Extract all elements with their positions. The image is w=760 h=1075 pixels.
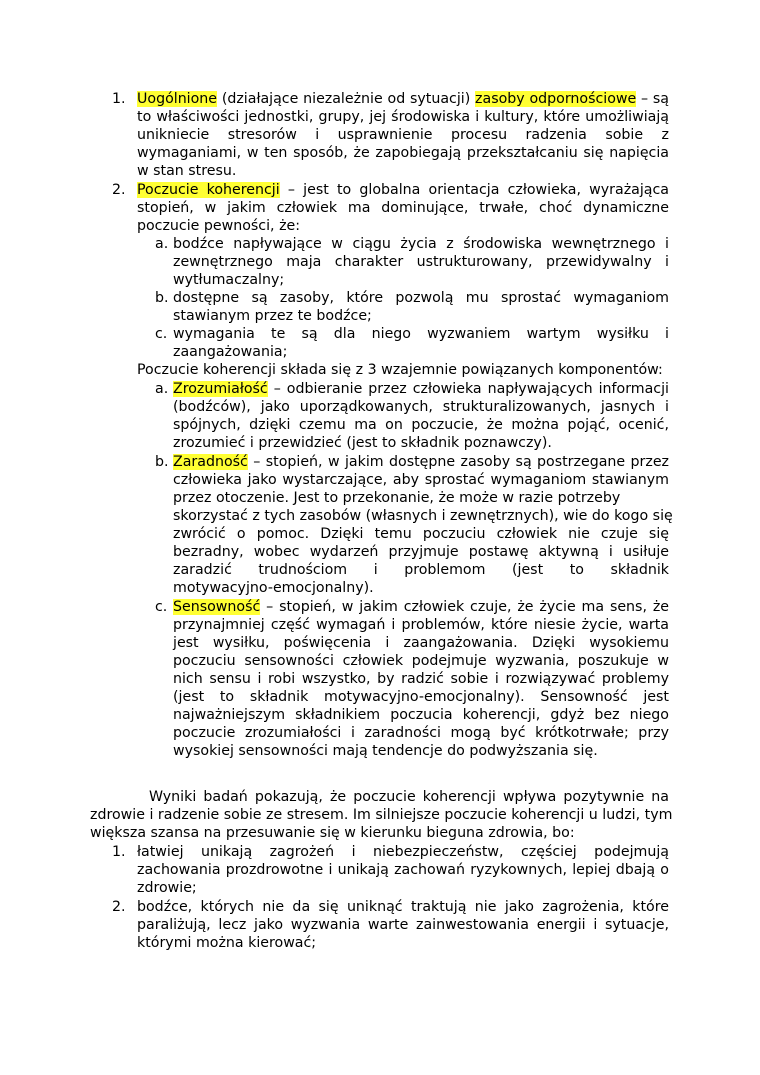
comp-c-line-1 xyxy=(173,598,669,616)
item2-line-2: stopień, w jakim człowiek ma dominujące, trwałe, choć dynamiczne xyxy=(137,200,669,216)
comp-b-line-1 xyxy=(173,453,669,471)
comp-c-line: przynajmniej część wymagań i problemów, które niesie życie, warta xyxy=(173,617,669,633)
list2-line: łatwiej unikają zagrożeń i niebezpieczeństw, częściej podejmują xyxy=(137,844,669,860)
list2-line: bodźce, których nie da się uniknąć traktują nie jako zagrożenia, które xyxy=(137,899,669,915)
list-number: 1. xyxy=(112,844,126,860)
sub-label: a. xyxy=(155,236,169,252)
item2-line-3: poczucie pewności, że: xyxy=(137,218,301,234)
sub-label: c. xyxy=(155,326,168,342)
list2-line: zachowania prozdrowotne i unikają zachowań ryzykownych, lepiej dbają o xyxy=(137,862,669,878)
list2-line: zdrowie; xyxy=(137,880,197,896)
sub-a-line: wytłumaczalny; xyxy=(173,272,285,288)
components-intro: Poczucie koherencji składa się z 3 wzajemnie powiązanych komponentów: xyxy=(137,362,663,378)
text: (działające niezależnie od sytuacji) xyxy=(217,91,476,107)
item1-line-3: unikniecie stresorów i usprawnienie procesu radzenia sobie z xyxy=(137,127,669,143)
comp-a-line: spójnych, dzięki czemu ma on poczucie, że można pojąć, ocenić, xyxy=(173,417,669,433)
comp-c-line: najważniejszym składnikiem poczucia koherencji, gdyż bez niego xyxy=(173,707,669,723)
text: – odbieranie przez człowieka napływających informacji xyxy=(267,381,669,397)
comp-b-line: motywacyjno-emocjonalny). xyxy=(173,580,374,596)
sub-c-line: zaangażowania; xyxy=(173,344,288,360)
comp-c-line: jest wysiłku, poświęcenia i zaangażowania. Dzięki wysokiemu xyxy=(173,635,669,651)
sub-a-line: zewnętrznego maja charakter ustrukturowany, przewidywalny i xyxy=(173,254,669,270)
sub-a-line: bodźce napływające w ciągu życia z środowiska wewnętrznego i xyxy=(173,236,669,252)
list-number: 2. xyxy=(112,182,126,198)
text: – stopień, w jakim człowiek czuje, że życie ma sens, że xyxy=(260,599,669,615)
list-number: 1. xyxy=(112,91,126,107)
para-line: zdrowie i radzenie sobie ze stresem. Im silniejsze poczucie koherencji u ludzi, tym xyxy=(90,807,673,823)
highlight-term: Sensowność xyxy=(173,599,261,615)
comp-c-line: poczucie zrozumiałości i zaradności mogą być krótkotrwałe; przy xyxy=(173,725,669,741)
text: – stopień, w jakim dostępne zasoby są postrzegane przez xyxy=(247,454,669,470)
sub-b-line: dostępne są zasoby, które pozwolą mu sprostać wymaganiom xyxy=(173,290,669,306)
sub-label: a. xyxy=(155,381,169,397)
comp-a-line: zrozumieć i przewidzieć (jest to składnik poznawczy). xyxy=(173,435,552,451)
highlight-term: Poczucie koherencji xyxy=(137,182,280,198)
item2-line-1 xyxy=(137,181,669,199)
comp-c-line: nich sensu i robi wszystko, by radzić sobie i rozwiązywać problemy xyxy=(173,671,669,687)
list2-line: paraliżują, lecz jako wyzwania warte zainwestowania energii i sytuacje, xyxy=(137,917,669,933)
comp-c-line: poczuciu sensowności człowiek podejmuje wyzwania, poszukuje w xyxy=(173,653,669,669)
sub-label: b. xyxy=(155,290,169,306)
comp-a-line-1 xyxy=(173,380,669,398)
sub-b-line: stawianym przez te bodźce; xyxy=(173,308,372,324)
comp-a-line: (bodźców), jako uporządkowanych, strukturalizowanych, jasnych i xyxy=(173,399,669,415)
comp-b-line: zwrócić o pomoc. Dzięki temu poczuciu człowiek nie czuje się xyxy=(173,526,669,542)
comp-b-line: bezradny, wobec wydarzeń przyjmuje postawę aktywną i usiłuje xyxy=(173,544,669,560)
highlight-term: Zrozumiałość xyxy=(173,381,268,397)
para-line: większa szansa na przesuwanie się w kierunku bieguna zdrowia, bo: xyxy=(90,825,575,841)
comp-c-line: (jest to składnik motywacyjno-emocjonalny). Sensowność jest xyxy=(173,689,669,705)
comp-b-line: zaradzić trudnościom i problemom (jest to składnik xyxy=(173,562,669,578)
item1-line-4: wymaganiami, w ten sposób, że zapobiegają przekształcaniu się napięcia xyxy=(137,145,669,161)
list-number: 2. xyxy=(112,899,126,915)
highlight-term: zasoby odpornościowe xyxy=(475,91,637,107)
comp-b-line: człowieka jako wystarczające, aby sprostać wymaganiom stawianym xyxy=(173,472,669,488)
comp-c-line: wysokiej sensowności mają tendencje do podwyższania się. xyxy=(173,743,598,759)
list2-line: którymi można kierować; xyxy=(137,935,317,951)
comp-b-line: skorzystać z tych zasobów (własnych i zewnętrznych), wie do kogo się xyxy=(173,508,673,524)
sub-label: c. xyxy=(155,599,168,615)
text: – są xyxy=(636,91,669,107)
para-line: Wyniki badań pokazują, że poczucie koherencji wpływa pozytywnie na xyxy=(149,789,669,805)
item1-line-2: to właściwości jednostki, grupy, jej środowiska i kultury, które umożliwiają xyxy=(137,109,669,125)
item1-line-1 xyxy=(137,90,669,108)
highlight-term: Zaradność xyxy=(173,454,248,470)
sub-label: b. xyxy=(155,454,169,470)
comp-b-line: przez otoczenie. Jest to przekonanie, że może w razie potrzeby xyxy=(173,490,621,506)
highlight-term: Uogólnione xyxy=(137,91,218,107)
item1-line-5: w stan stresu. xyxy=(137,163,237,179)
text: – jest to globalna orientacja człowieka, wyrażająca xyxy=(279,182,669,198)
sub-c-line: wymagania te są dla niego wyzwaniem wartym wysiłku i xyxy=(173,326,669,342)
